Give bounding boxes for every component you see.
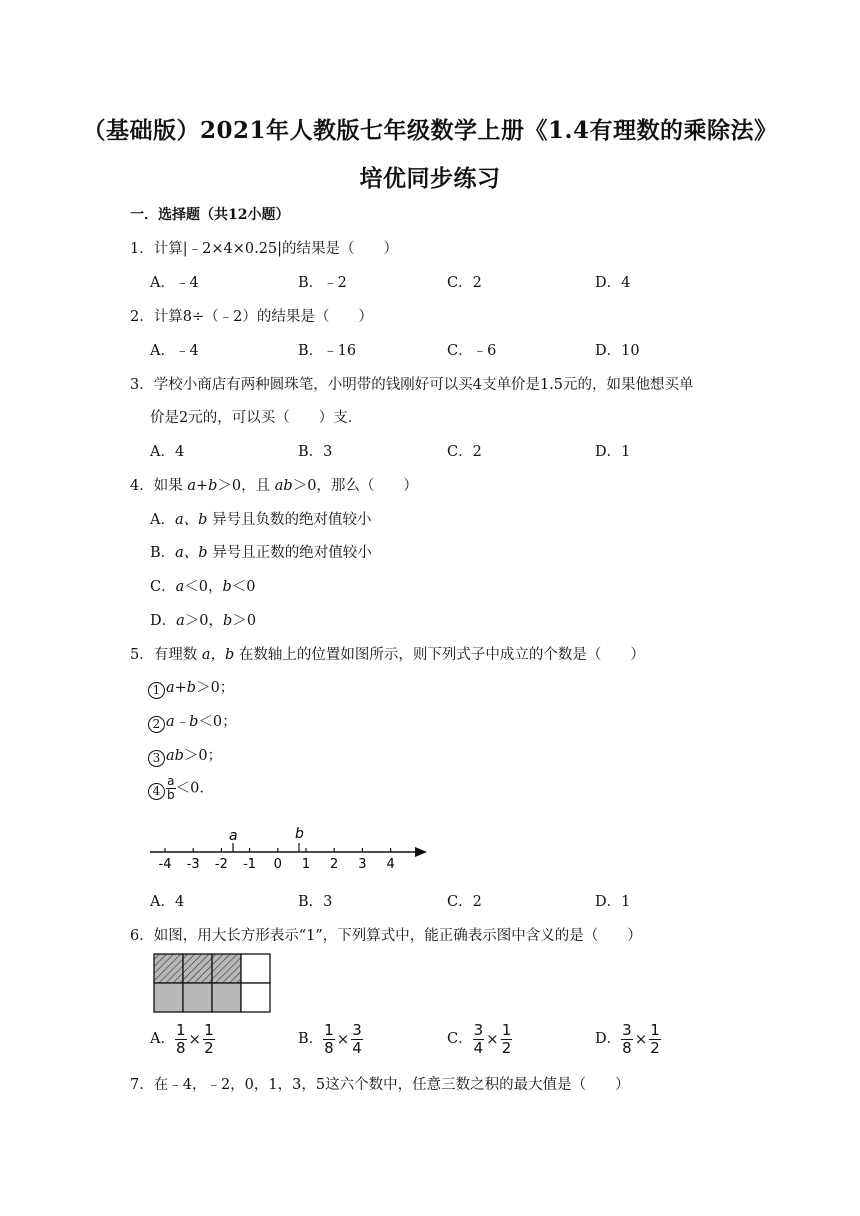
q6-b-fraction1 [323, 1022, 335, 1056]
section-heading: 一．选择题（共12小题） [130, 207, 290, 223]
q5-s3-expr: ab [166, 748, 184, 764]
q5-statement-2 [148, 710, 237, 733]
q4-c-var2: b [222, 579, 232, 595]
q5-option-a[interactable]: A．4 [150, 894, 185, 910]
number-line-tick-label: -3 [186, 857, 200, 872]
q1-option-a[interactable]: A．﹣4 [150, 275, 199, 291]
q3-option-d[interactable]: D．1 [595, 444, 631, 460]
circled-number: 3 [148, 750, 165, 767]
q4-c-label: C． [150, 579, 176, 595]
q6-a-label: A． [150, 1031, 175, 1047]
q4-c-mid: ＜0， [184, 579, 223, 595]
q2-option-d[interactable]: D．10 [595, 343, 640, 359]
q6-a-fraction1 [175, 1022, 187, 1056]
question-3-stem-line1: 3．学校小商店有两种圆珠笔，小明带的钱刚好可以买4支单价是1.5元的，如果他想买单 [130, 377, 694, 393]
number-line-tick-label: 4 [386, 857, 395, 872]
q6-d-fraction1 [621, 1022, 633, 1056]
q4-option-a[interactable] [150, 508, 372, 529]
q4-d-var1: a [176, 613, 185, 629]
question-2-stem: 2．计算8÷（﹣2）的结果是（ ） [130, 309, 373, 325]
q4-stem-mid: ＞0，且 [217, 478, 275, 494]
number-line-tick-label: 0 [273, 857, 282, 872]
q4-option-d[interactable] [150, 609, 256, 630]
fraction-denominator: 4 [352, 1038, 362, 1057]
q5-s2-expr: a﹣b [166, 714, 199, 730]
q6-c-fraction2 [501, 1022, 513, 1056]
q6-c-fraction1 [473, 1022, 485, 1056]
number-line-tick-label: -1 [243, 857, 257, 872]
document-title-line2: 培优同步练习 [359, 165, 501, 192]
q6-option-c[interactable] [447, 1022, 512, 1056]
q6-option-a[interactable] [150, 1022, 215, 1056]
question-5-stem [130, 643, 645, 664]
times-sign: × [486, 1030, 499, 1048]
q6-c-label: C． [447, 1031, 473, 1047]
question-7-stem: 7．在﹣4，﹣2，0，1，3，5这六个数中，任意三数之积的最大值是（ ） [130, 1077, 630, 1093]
q4-a-vars: a、b [174, 512, 208, 528]
axis-arrow [415, 847, 427, 857]
number-line-figure [145, 822, 435, 874]
q6-d-fraction2 [649, 1022, 661, 1056]
fraction-numerator: 3 [622, 1021, 632, 1039]
grid-cells [154, 954, 270, 1012]
q4-b-text: 异号且正数的绝对值较小 [207, 545, 372, 561]
rectangle-grid-figure [153, 953, 273, 1015]
point-a-label: a [229, 828, 238, 844]
grid-cell-hatched [183, 954, 212, 983]
q4-d-var2: b [223, 613, 233, 629]
times-sign: × [188, 1030, 202, 1048]
grid-cell-blank [241, 983, 270, 1012]
fraction-denominator: 8 [324, 1038, 334, 1057]
circled-number: 2 [148, 716, 165, 733]
fraction-numerator: 1 [501, 1021, 512, 1039]
fraction-numerator: 3 [473, 1021, 484, 1039]
q5-stem-pre: 5．有理数 [130, 647, 202, 663]
q4-b-label: B． [150, 545, 176, 561]
times-sign: × [336, 1030, 350, 1048]
question-1-stem: 1．计算|﹣2×4×0.25|的结果是（ ） [130, 241, 399, 257]
q4-d-mid: ＞0， [184, 613, 224, 629]
q4-option-b[interactable] [150, 541, 372, 562]
question-6-stem: 6．如图，用大长方形表示“1”，下列算式中，能正确表示图中含义的是（ ） [130, 928, 642, 944]
q4-option-c[interactable] [150, 575, 256, 596]
q6-a-fraction2 [203, 1022, 215, 1056]
number-line-tick-label: 1 [301, 857, 311, 872]
q4-b-vars: a、b [175, 545, 208, 561]
fraction-numerator: 1 [204, 1021, 214, 1039]
q3-option-a[interactable]: A．4 [150, 444, 185, 460]
q4-stem-pre: 4．如果 [130, 478, 188, 494]
q1-option-c[interactable]: C．2 [447, 275, 482, 291]
q5-s2-rest: ＜0； [198, 714, 237, 730]
fraction-denominator: 2 [204, 1038, 214, 1057]
q4-d-label: D． [150, 613, 177, 629]
fraction-denominator: 8 [622, 1038, 632, 1057]
fraction-numerator: a [167, 774, 175, 788]
fraction-denominator: 2 [650, 1038, 660, 1057]
circled-number: 4 [148, 783, 165, 800]
q1-option-b[interactable]: B．﹣2 [298, 275, 347, 291]
q3-option-c[interactable]: C．2 [447, 444, 482, 460]
question-3-stem-line2: 价是2元的，可以买（ ）支． [150, 410, 363, 426]
grid-cell-shaded [183, 983, 212, 1012]
q4-stem-var2: ab [274, 478, 293, 494]
q5-s4-fraction [166, 775, 176, 802]
times-sign: × [634, 1030, 648, 1048]
q5-statement-4 [148, 775, 204, 802]
q2-option-a[interactable]: A．﹣4 [150, 343, 199, 359]
q5-statement-1 [148, 676, 234, 699]
number-line-tick-label: 2 [330, 857, 339, 872]
q2-option-b[interactable]: B．﹣16 [298, 343, 357, 359]
fraction-numerator: 1 [175, 1021, 186, 1039]
q5-option-b[interactable]: B．3 [298, 894, 333, 910]
number-line-tick-label: 3 [358, 857, 367, 872]
q2-option-c[interactable]: C．﹣6 [447, 343, 497, 359]
q4-a-label: A． [150, 512, 175, 528]
q6-b-label: B． [298, 1031, 324, 1047]
fraction-denominator: 2 [501, 1038, 512, 1057]
grid-cell-hatched [154, 954, 183, 983]
q5-statement-3 [148, 744, 222, 767]
q4-stem-post: ＞0，那么（ ） [292, 478, 418, 494]
q4-a-text: 异号且负数的绝对值较小 [207, 512, 372, 528]
number-line-tick-labels [159, 857, 395, 872]
fraction-numerator: 1 [650, 1021, 660, 1039]
grid-cell-blank [241, 954, 270, 983]
q5-s1-rest: ＞0； [196, 680, 235, 696]
number-line-tick-label: -4 [158, 857, 172, 872]
number-line-tick-label: -2 [214, 857, 228, 872]
q4-c-var1: a [175, 579, 185, 595]
fraction-numerator: 1 [324, 1021, 334, 1039]
q5-stem-post: 在数轴上的位置如图所示，则下列式子中成立的个数是（ ） [234, 647, 645, 663]
q4-d-post: ＞0 [232, 613, 257, 629]
fraction-denominator: 8 [175, 1038, 186, 1057]
q6-option-b[interactable] [298, 1022, 363, 1056]
grid-cell-shaded [212, 983, 241, 1012]
q5-s3-rest: ＞0； [183, 748, 223, 764]
q5-stem-vars: a，b [201, 647, 235, 663]
q5-s4-rest: ＜0. [175, 780, 204, 797]
grid-cell-hatched [212, 954, 241, 983]
q3-option-b[interactable]: B．3 [298, 444, 333, 460]
q6-b-fraction2 [351, 1022, 363, 1056]
q5-option-c[interactable]: C．2 [447, 894, 482, 910]
fraction-numerator: 3 [352, 1021, 362, 1039]
q4-stem-var1: a+b [187, 478, 218, 494]
q5-s1-expr: a+b [166, 680, 197, 696]
q5-option-d[interactable]: D．1 [595, 894, 631, 910]
question-4-stem [130, 474, 418, 495]
fraction-denominator: 4 [473, 1038, 484, 1057]
q6-option-d[interactable] [595, 1022, 661, 1056]
q1-option-d[interactable]: D．4 [595, 275, 631, 291]
q4-c-post: ＜0 [231, 579, 256, 595]
point-b-label: b [295, 826, 304, 842]
circled-number: 1 [148, 682, 165, 699]
grid-cell-shaded [154, 983, 183, 1012]
q6-d-label: D． [595, 1031, 622, 1047]
document-title-line1: （基础版）2021年人教版七年级数学上册《1.4有理数的乘除法》 [82, 117, 778, 144]
fraction-denominator: b [167, 788, 175, 803]
